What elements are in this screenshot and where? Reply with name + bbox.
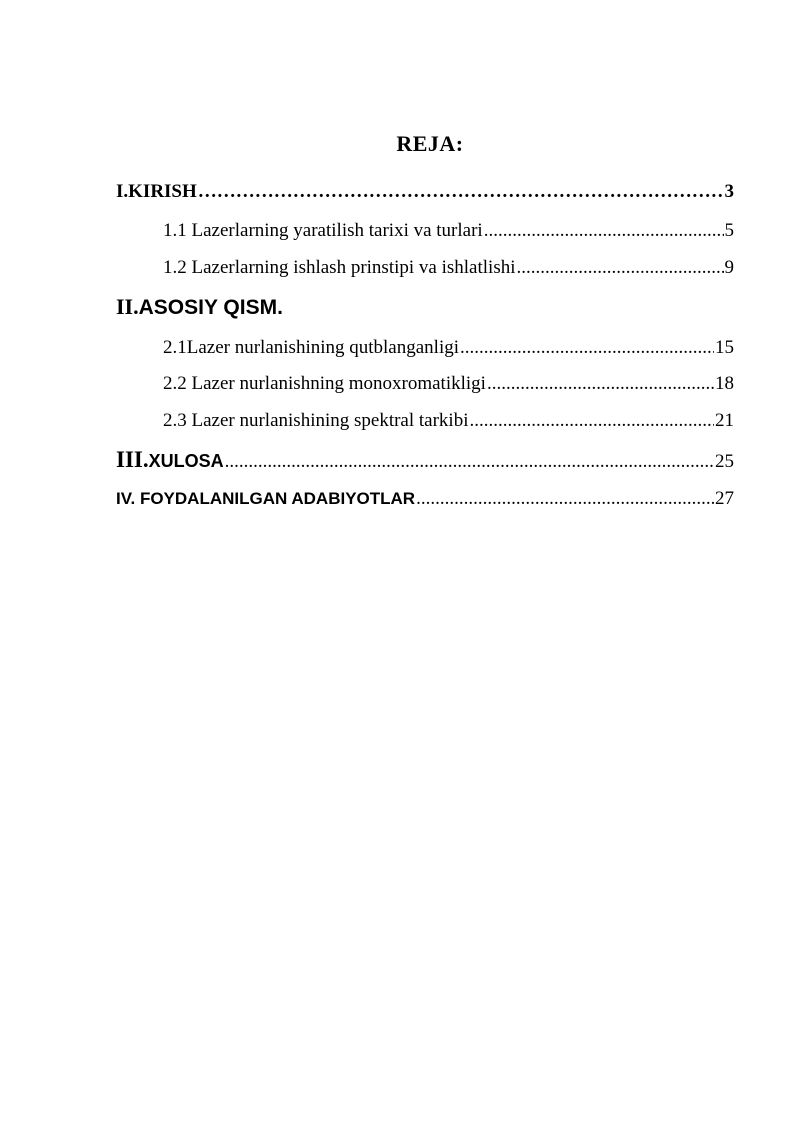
toc-entry-label: 2.1Lazer nurlanishining qutblanganligi (163, 337, 460, 358)
toc-entry-2-3[interactable] (163, 410, 734, 432)
toc-page-number: 3 (724, 181, 734, 202)
toc-entry-asosiy-qism[interactable] (116, 294, 734, 320)
toc-entry-label: IV. FOYDALANILGAN ADABIYOTLAR (116, 489, 416, 508)
toc-entry-1-2[interactable] (163, 257, 734, 279)
toc-dot-leader (487, 373, 714, 395)
toc-entry-adabiyotlar[interactable] (116, 488, 734, 510)
toc-dot-leader (198, 181, 724, 203)
toc-dot-leader (470, 410, 715, 432)
toc-entry-label: 2.3 Lazer nurlanishining spektral tarkibi (163, 410, 469, 431)
toc-dot-leader (517, 257, 724, 279)
toc-entry-2-2[interactable] (163, 373, 734, 395)
toc-entry-xulosa[interactable] (116, 447, 734, 473)
toc-entry-label: XULOSA (148, 451, 224, 471)
toc-entry-label: 1.2 Lazerlarning ishlash prinstipi va ishlatlishi (163, 257, 516, 278)
toc-entry-prefix: II. (116, 294, 139, 319)
toc-entry-label: 1.1 Lazerlarning yaratilish tarixi va turlari (163, 220, 483, 241)
toc-entry-label: 2.2 Lazer nurlanishning monoxromatikligi (163, 373, 486, 394)
toc-entry-label: I.KIRISH (116, 181, 197, 202)
toc-entry-2-1[interactable] (163, 337, 734, 359)
toc-dot-leader (416, 488, 714, 510)
toc-page-number: 27 (715, 488, 734, 509)
page-title: REJA: (396, 131, 464, 156)
toc-page-number: 15 (715, 337, 734, 358)
toc-entry-1-1[interactable] (163, 220, 734, 242)
toc-entry-kirish[interactable] (116, 181, 734, 203)
toc-dot-leader (460, 337, 714, 359)
toc-page-number: 25 (715, 451, 734, 472)
toc-dot-leader (225, 451, 714, 473)
toc-dot-leader (484, 220, 724, 242)
toc-page-number: 18 (715, 373, 734, 394)
toc-entry-prefix: III. (116, 447, 149, 472)
toc-page-number: 9 (724, 257, 734, 278)
toc-page-number: 21 (715, 410, 734, 431)
toc-entry-label: ASOSIY QISM. (138, 296, 283, 319)
toc-page-number: 5 (724, 220, 734, 241)
